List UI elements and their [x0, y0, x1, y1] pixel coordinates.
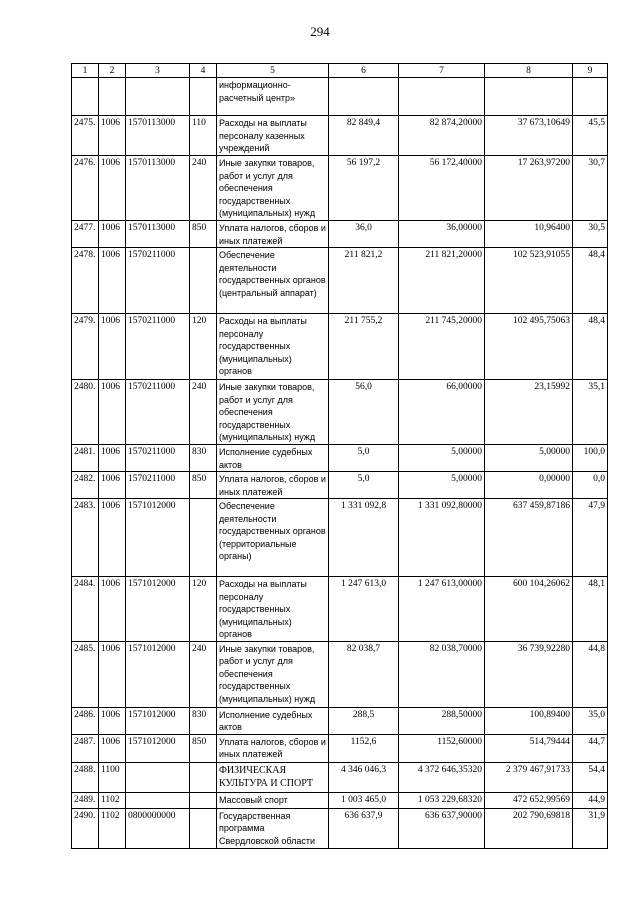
executed-amount: 36 739,92280 [485, 641, 573, 707]
execution-percent: 48,4 [573, 314, 608, 380]
item-name: информационно-расчетный центр» [217, 78, 329, 116]
item-name: Государственная программа Свердловской области [217, 808, 329, 848]
plan-amount: 66,00000 [399, 380, 485, 445]
execution-percent [573, 78, 608, 116]
row-number: 2490. [72, 808, 99, 848]
header-row [72, 64, 608, 78]
expense-type-code: 850 [190, 734, 217, 762]
column-header: 7 [399, 64, 485, 78]
target-article-code: 1571012000 [126, 499, 190, 577]
table-row [72, 78, 608, 116]
section-code: 1006 [99, 472, 126, 499]
section-code: 1006 [99, 248, 126, 314]
expense-type-code [190, 792, 217, 808]
target-article-code: 1570113000 [126, 221, 190, 248]
target-article-code: 1571012000 [126, 707, 190, 734]
target-article-code: 1570113000 [126, 116, 190, 156]
executed-amount: 5,00000 [485, 445, 573, 472]
approved-amount: 82 849,4 [329, 116, 399, 156]
table-row [72, 499, 608, 577]
approved-amount: 36,0 [329, 221, 399, 248]
expense-type-code: 110 [190, 116, 217, 156]
plan-amount: 82 874,20000 [399, 116, 485, 156]
table-row [72, 445, 608, 472]
item-name: Массовый спорт [217, 792, 329, 808]
row-number: 2475. [72, 116, 99, 156]
column-header: 2 [99, 64, 126, 78]
table-row [72, 762, 608, 792]
execution-percent: 30,7 [573, 156, 608, 221]
row-number: 2479. [72, 314, 99, 380]
section-code: 1006 [99, 445, 126, 472]
section-code: 1006 [99, 156, 126, 221]
approved-amount: 82 038,7 [329, 641, 399, 707]
executed-amount: 2 379 467,91733 [485, 762, 573, 792]
plan-amount: 82 038,70000 [399, 641, 485, 707]
execution-percent: 100,0 [573, 445, 608, 472]
executed-amount: 514,79444 [485, 734, 573, 762]
row-number: 2489. [72, 792, 99, 808]
item-name: Обеспечение деятельности государственных органов (территориальные органы) [217, 499, 329, 577]
target-article-code: 1570211000 [126, 472, 190, 499]
target-article-code: 1571012000 [126, 734, 190, 762]
executed-amount: 37 673,10649 [485, 116, 573, 156]
executed-amount: 472 652,99569 [485, 792, 573, 808]
section-code: 1102 [99, 808, 126, 848]
row-number: 2476. [72, 156, 99, 221]
column-header: 6 [329, 64, 399, 78]
execution-percent: 47,9 [573, 499, 608, 577]
section-code: 1006 [99, 314, 126, 380]
execution-percent: 54,4 [573, 762, 608, 792]
executed-amount: 637 459,87186 [485, 499, 573, 577]
row-number: 2481. [72, 445, 99, 472]
executed-amount: 23,15992 [485, 380, 573, 445]
item-name: Расходы на выплаты персоналу казенных учреждений [217, 116, 329, 156]
plan-amount: 1 247 613,00000 [399, 577, 485, 642]
item-name: Исполнение судебных актов [217, 707, 329, 734]
table-row [72, 116, 608, 156]
execution-percent: 35,0 [573, 707, 608, 734]
expense-type-code: 240 [190, 156, 217, 221]
expense-type-code: 850 [190, 221, 217, 248]
expense-type-code: 240 [190, 380, 217, 445]
column-header: 8 [485, 64, 573, 78]
executed-amount: 102 523,91055 [485, 248, 573, 314]
target-article-code: 1570211000 [126, 445, 190, 472]
section-code: 1006 [99, 116, 126, 156]
table-row [72, 792, 608, 808]
row-number: 2477. [72, 221, 99, 248]
execution-percent: 48,1 [573, 577, 608, 642]
executed-amount [485, 78, 573, 116]
target-article-code: 1570113000 [126, 156, 190, 221]
table-row [72, 472, 608, 499]
section-code [99, 78, 126, 116]
item-name: Уплата налогов, сборов и иных платежей [217, 734, 329, 762]
approved-amount: 56,0 [329, 380, 399, 445]
table-row [72, 734, 608, 762]
execution-percent: 30,5 [573, 221, 608, 248]
execution-percent: 45,5 [573, 116, 608, 156]
plan-amount [399, 78, 485, 116]
executed-amount: 202 790,69818 [485, 808, 573, 848]
plan-amount: 288,50000 [399, 707, 485, 734]
row-number: 2480. [72, 380, 99, 445]
budget-table [71, 63, 608, 849]
column-header: 4 [190, 64, 217, 78]
plan-amount: 1 053 229,68320 [399, 792, 485, 808]
execution-percent: 48,4 [573, 248, 608, 314]
approved-amount: 5,0 [329, 472, 399, 499]
execution-percent: 31,9 [573, 808, 608, 848]
target-article-code: 1571012000 [126, 577, 190, 642]
approved-amount: 288,5 [329, 707, 399, 734]
item-name: Расходы на выплаты персоналу государственных (муниципальных) органов [217, 577, 329, 642]
expense-type-code: 120 [190, 577, 217, 642]
executed-amount: 100,89400 [485, 707, 573, 734]
plan-amount: 211 745,20000 [399, 314, 485, 380]
target-article-code: 1570211000 [126, 248, 190, 314]
plan-amount: 5,00000 [399, 445, 485, 472]
execution-percent: 0,0 [573, 472, 608, 499]
expense-type-code [190, 762, 217, 792]
execution-percent: 44,7 [573, 734, 608, 762]
target-article-code [126, 762, 190, 792]
approved-amount: 5,0 [329, 445, 399, 472]
item-name: Обеспечение деятельности государственных органов (центральный аппарат) [217, 248, 329, 314]
expense-type-code [190, 499, 217, 577]
row-number [72, 78, 99, 116]
approved-amount: 56 197,2 [329, 156, 399, 221]
expense-type-code: 240 [190, 641, 217, 707]
item-name: Расходы на выплаты персоналу государственных (муниципальных) органов [217, 314, 329, 380]
execution-percent: 44,8 [573, 641, 608, 707]
approved-amount: 1 247 613,0 [329, 577, 399, 642]
plan-amount: 4 372 646,35320 [399, 762, 485, 792]
column-header: 1 [72, 64, 99, 78]
column-header: 3 [126, 64, 190, 78]
section-code: 1102 [99, 792, 126, 808]
section-code: 1100 [99, 762, 126, 792]
row-number: 2486. [72, 707, 99, 734]
expense-type-code [190, 248, 217, 314]
page-number: 294 [310, 24, 330, 39]
target-article-code [126, 792, 190, 808]
expense-type-code: 830 [190, 707, 217, 734]
target-article-code: 1571012000 [126, 641, 190, 707]
target-article-code: 0800000000 [126, 808, 190, 848]
target-article-code [126, 78, 190, 116]
row-number: 2483. [72, 499, 99, 577]
item-name: Иные закупки товаров, работ и услуг для обеспечения государственных (муниципальных) нужд [217, 156, 329, 221]
expense-type-code: 850 [190, 472, 217, 499]
plan-amount: 5,00000 [399, 472, 485, 499]
table-row [72, 808, 608, 848]
item-name: Уплата налогов, сборов и иных платежей [217, 472, 329, 499]
approved-amount: 1152,6 [329, 734, 399, 762]
execution-percent: 35,1 [573, 380, 608, 445]
section-code: 1006 [99, 380, 126, 445]
column-header: 9 [573, 64, 608, 78]
item-name: Исполнение судебных актов [217, 445, 329, 472]
target-article-code: 1570211000 [126, 380, 190, 445]
row-number: 2487. [72, 734, 99, 762]
section-code: 1006 [99, 707, 126, 734]
table-row [72, 641, 608, 707]
table-row [72, 221, 608, 248]
execution-percent: 44,9 [573, 792, 608, 808]
table-row [72, 577, 608, 642]
executed-amount: 10,96400 [485, 221, 573, 248]
item-name: Иные закупки товаров, работ и услуг для обеспечения государственных (муниципальных) нужд [217, 380, 329, 445]
plan-amount: 1 331 092,80000 [399, 499, 485, 577]
table-row [72, 156, 608, 221]
plan-amount: 1152,60000 [399, 734, 485, 762]
row-number: 2485. [72, 641, 99, 707]
approved-amount: 1 003 465,0 [329, 792, 399, 808]
expense-type-code [190, 78, 217, 116]
target-article-code: 1570211000 [126, 314, 190, 380]
plan-amount: 36,00000 [399, 221, 485, 248]
executed-amount: 17 263,97200 [485, 156, 573, 221]
plan-amount: 56 172,40000 [399, 156, 485, 221]
approved-amount [329, 78, 399, 116]
row-number: 2478. [72, 248, 99, 314]
row-number: 2484. [72, 577, 99, 642]
approved-amount: 211 755,2 [329, 314, 399, 380]
item-name: ФИЗИЧЕСКАЯ КУЛЬТУРА И СПОРТ [217, 762, 329, 792]
section-code: 1006 [99, 641, 126, 707]
approved-amount: 211 821,2 [329, 248, 399, 314]
row-number: 2488. [72, 762, 99, 792]
column-header: 5 [217, 64, 329, 78]
row-number: 2482. [72, 472, 99, 499]
executed-amount: 600 104,26062 [485, 577, 573, 642]
section-code: 1006 [99, 221, 126, 248]
expense-type-code: 120 [190, 314, 217, 380]
expense-type-code: 830 [190, 445, 217, 472]
item-name: Иные закупки товаров, работ и услуг для обеспечения государственных (муниципальных) нужд [217, 641, 329, 707]
item-name: Уплата налогов, сборов и иных платежей [217, 221, 329, 248]
plan-amount: 636 637,90000 [399, 808, 485, 848]
section-code: 1006 [99, 734, 126, 762]
section-code: 1006 [99, 499, 126, 577]
table-row [72, 380, 608, 445]
expense-type-code [190, 808, 217, 848]
plan-amount: 211 821,20000 [399, 248, 485, 314]
table-row [72, 707, 608, 734]
approved-amount: 636 637,9 [329, 808, 399, 848]
table-row [72, 248, 608, 314]
table-row [72, 314, 608, 380]
executed-amount: 102 495,75063 [485, 314, 573, 380]
approved-amount: 4 346 046,3 [329, 762, 399, 792]
approved-amount: 1 331 092,8 [329, 499, 399, 577]
executed-amount: 0,00000 [485, 472, 573, 499]
section-code: 1006 [99, 577, 126, 642]
